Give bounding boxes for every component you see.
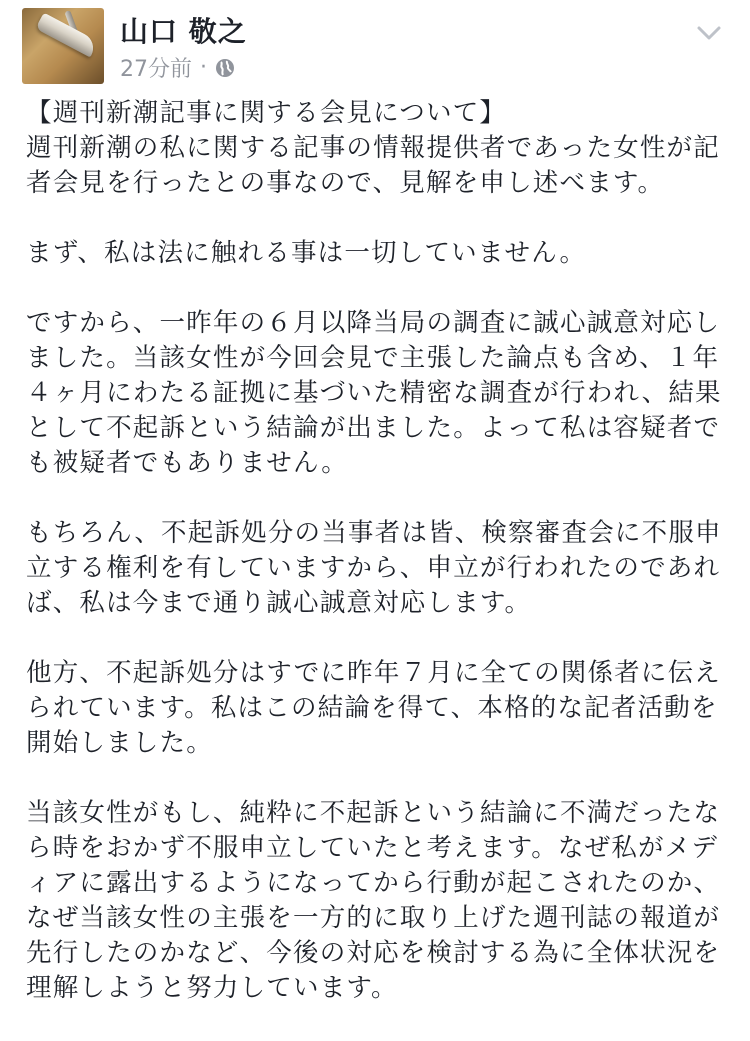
post-paragraph: まず、私は法に触れる事は一切していません。 xyxy=(26,238,587,268)
post-body xyxy=(26,96,738,1041)
post-paragraph: 他方、不起訴処分はすでに昨年７月に全ての関係者に伝え られています。私はこの結論を得て、本格的な記者活動を 開始しました。 xyxy=(26,658,721,758)
post-paragraph: ですから、一昨年の６月以降当局の調査に誠心誠意対応し ました。当該女性が今回会見で主張した論点も含め、１年 ４ヶ月にわたる証拠に基づいた精密な調査が行われ、結果 として不起訴という結論が出ました。よって私は容疑者で も被疑者でもありません。 xyxy=(26,308,722,478)
author-name[interactable]: 山口 敬之 xyxy=(120,15,247,48)
meta-separator: · xyxy=(200,55,207,80)
post-paragraph: 当該女性がもし、純粋に不起訴という結論に不満だったな ら時をおかず不服申立していたと考えます。なぜ私がメデ ィアに露出するようになってから行動が起こされたのか、 なぜ当該女性の主張を一方的に取り上げた週刊誌の報道が 先行したのかなど、今後の対応を検討する為に全体状況を 理解しようと努力しています。 xyxy=(26,798,721,1003)
globe-icon[interactable] xyxy=(215,58,235,78)
chevron-down-icon[interactable] xyxy=(696,24,722,42)
post-header xyxy=(22,8,732,88)
post-paragraph: 週刊新潮の私に関する記事の情報提供者であった女性が記 者会見を行ったとの事なので、見解を申し述べます。 xyxy=(26,133,720,198)
post-meta xyxy=(120,52,235,83)
post-title: 【週刊新潮記事に関する会見について】 xyxy=(26,98,507,128)
post-timestamp[interactable]: 27分前 xyxy=(120,57,192,82)
avatar[interactable] xyxy=(22,8,104,84)
post-paragraph: もちろん、不起訴処分の当事者は皆、検察審査会に不服申 立する権利を有していますから、申立が行われたのであれ ば、私は今まで通り誠心誠意対応します。 xyxy=(26,518,722,618)
